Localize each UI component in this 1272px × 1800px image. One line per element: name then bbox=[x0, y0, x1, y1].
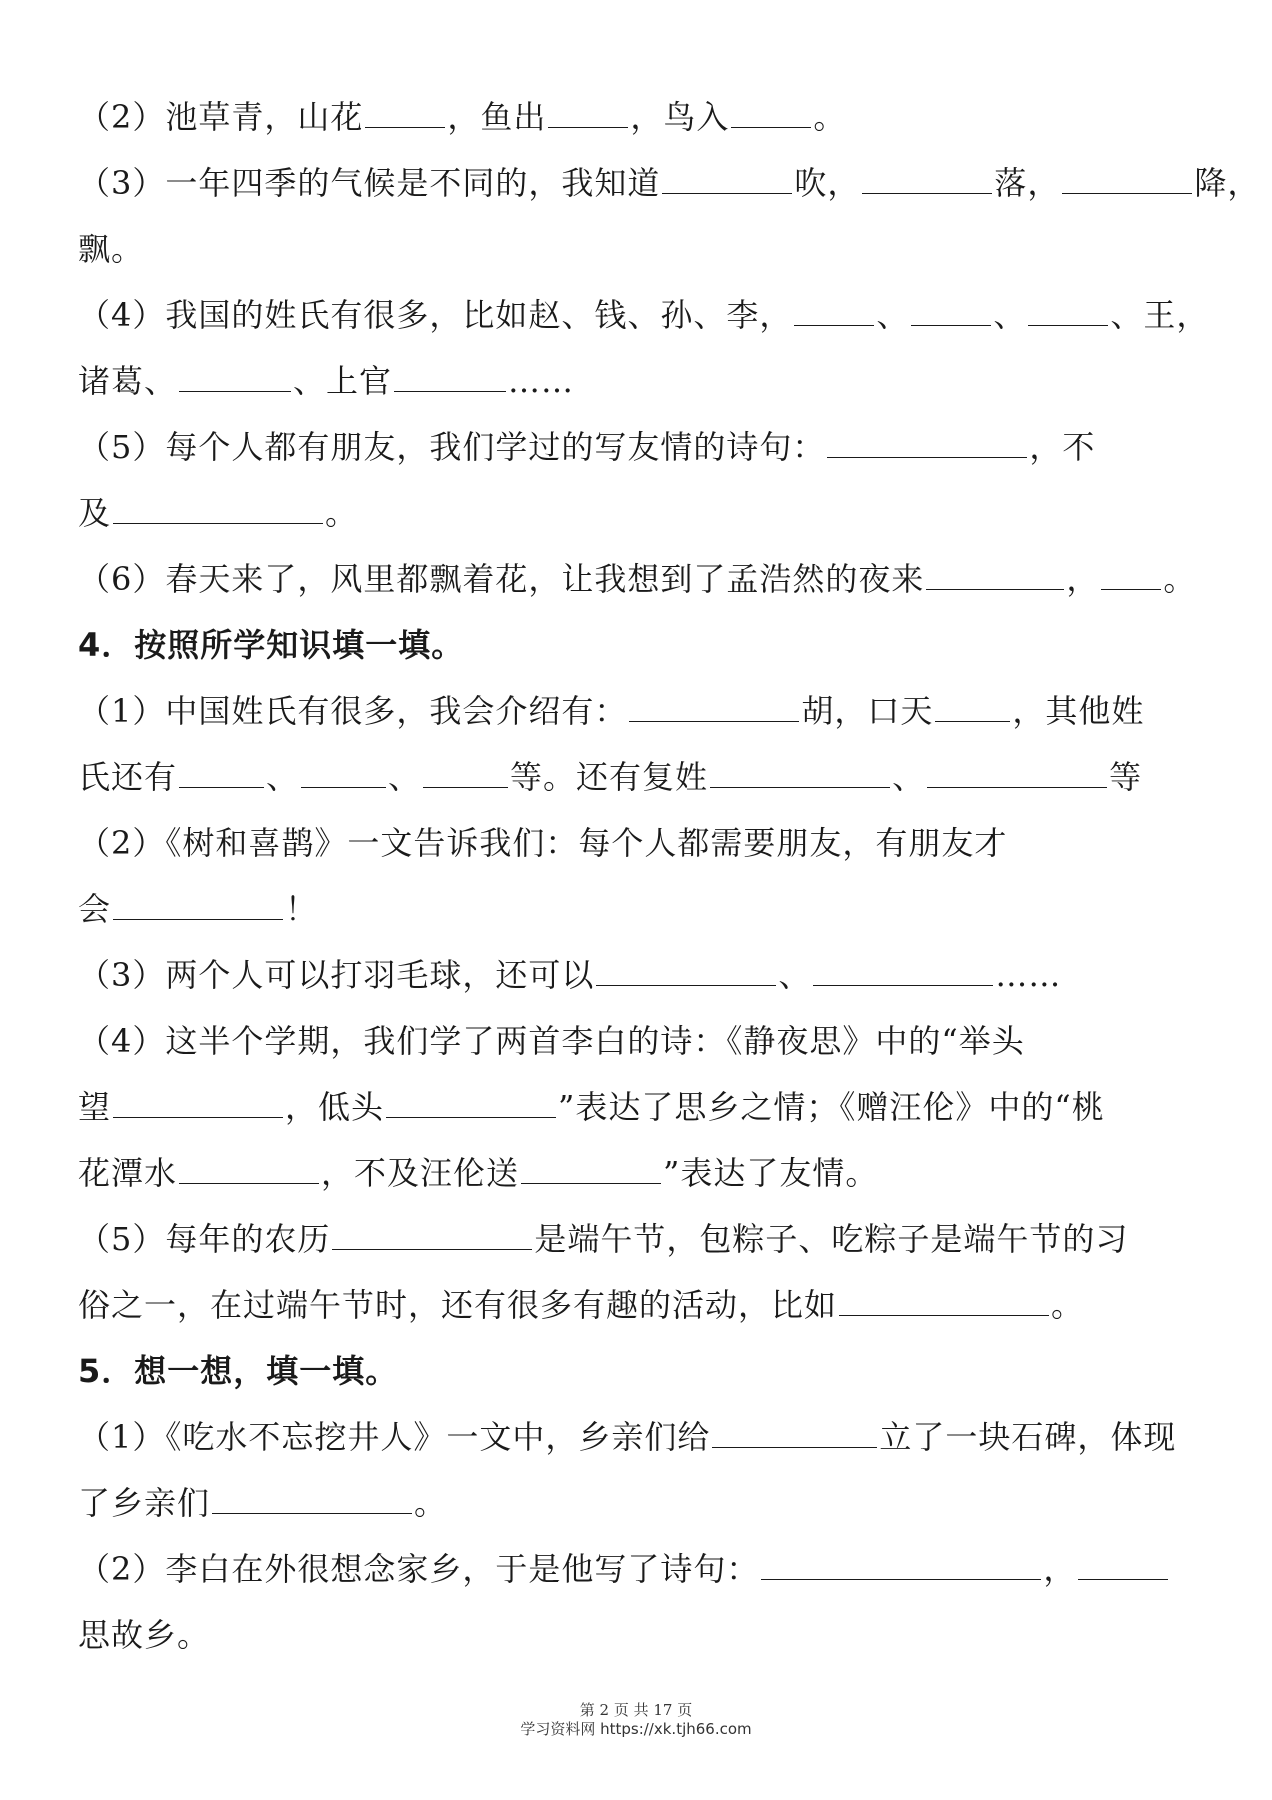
answer-blank[interactable] bbox=[1028, 324, 1108, 326]
q4-item-2-line1 bbox=[78, 810, 1218, 876]
line-text: 俗之一，在过端午节时，还有很多有趣的活动，比如 bbox=[78, 1286, 838, 1324]
q4-item-1-line2 bbox=[78, 744, 1218, 810]
line-text: （4）我国的姓氏有很多，比如赵、钱、孙、李， bbox=[78, 296, 793, 334]
answer-blank[interactable] bbox=[926, 588, 1064, 590]
answer-blank[interactable] bbox=[662, 192, 792, 194]
line-text: 思故乡。 bbox=[78, 1616, 211, 1654]
site-watermark: 学习资料网 https://xk.tjh66.com bbox=[520, 1720, 752, 1738]
line-text: 4．按照所学知识填一填。 bbox=[78, 626, 465, 664]
line-text: （3）两个人可以打羽毛球，还可以 bbox=[78, 956, 595, 994]
line-text: （5）每个人都有朋友，我们学过的写友情的诗句： bbox=[78, 428, 826, 466]
answer-blank[interactable] bbox=[1078, 1578, 1168, 1580]
page-number: 第 2 页 共 17 页 bbox=[579, 1701, 693, 1719]
line-text: ， bbox=[1066, 560, 1100, 598]
line-text: （6）春天来了，风里都飘着花，让我想到了孟浩然的夜来 bbox=[78, 560, 925, 598]
answer-blank[interactable] bbox=[113, 1116, 283, 1118]
answer-blank[interactable] bbox=[731, 126, 811, 128]
q4-item-3 bbox=[78, 942, 1218, 1008]
answer-blank[interactable] bbox=[710, 786, 890, 788]
answer-blank[interactable] bbox=[179, 390, 291, 392]
line-text: 、王， bbox=[1110, 296, 1210, 334]
line-text: 及 bbox=[78, 494, 112, 532]
q5-item-2-line2 bbox=[78, 1602, 1218, 1668]
line-text: 等。还有复姓 bbox=[510, 758, 709, 796]
line-text: ，不及汪伦送 bbox=[321, 1154, 520, 1192]
line-text: 。 bbox=[325, 494, 359, 532]
answer-blank[interactable] bbox=[761, 1578, 1041, 1580]
line-text: 花潭水 bbox=[78, 1154, 178, 1192]
answer-blank[interactable] bbox=[813, 984, 993, 986]
line-text: 。 bbox=[414, 1484, 448, 1522]
q4-item-4-line1 bbox=[78, 1008, 1218, 1074]
worksheet-content bbox=[78, 84, 1261, 1668]
line-text: 。 bbox=[1051, 1286, 1085, 1324]
line-text: 望 bbox=[78, 1088, 112, 1126]
answer-blank[interactable] bbox=[712, 1446, 877, 1448]
line-text: 、 bbox=[266, 758, 300, 796]
answer-blank[interactable] bbox=[927, 786, 1107, 788]
answer-blank[interactable] bbox=[113, 522, 323, 524]
answer-blank[interactable] bbox=[521, 1182, 661, 1184]
answer-blank[interactable] bbox=[113, 918, 283, 920]
answer-blank[interactable] bbox=[1101, 588, 1161, 590]
line-text: （1）中国姓氏有很多，我会介绍有： bbox=[78, 692, 628, 730]
q4-item-5-line1 bbox=[78, 1206, 1218, 1272]
line-text: 、 bbox=[892, 758, 926, 796]
line-text: 、 bbox=[778, 956, 812, 994]
line-text: （2）李白在外很想念家乡，于是他写了诗句： bbox=[78, 1550, 760, 1588]
line-text: （3）一年四季的气候是不同的，我知道 bbox=[78, 164, 661, 202]
line-text: 、上官 bbox=[293, 362, 393, 400]
line-text: （2）池草青，山花 bbox=[78, 98, 364, 136]
q4-item-5-line2 bbox=[78, 1272, 1218, 1338]
line-text: 了乡亲们 bbox=[78, 1484, 211, 1522]
line-text: ， bbox=[1043, 1550, 1077, 1588]
q4-heading bbox=[78, 612, 1218, 678]
q5-item-2-line1 bbox=[78, 1536, 1218, 1602]
q5-heading bbox=[78, 1338, 1218, 1404]
answer-blank[interactable] bbox=[212, 1512, 412, 1514]
answer-blank[interactable] bbox=[386, 1116, 556, 1118]
q4-item-2-line2 bbox=[78, 876, 1218, 942]
answer-blank[interactable] bbox=[179, 786, 264, 788]
line-text: 、 bbox=[876, 296, 910, 334]
line-text: 降， bbox=[1194, 164, 1261, 202]
answer-blank[interactable] bbox=[394, 390, 506, 392]
line-text: （2）《树和喜鹊》一文告诉我们：每个人都需要朋友，有朋友才 bbox=[78, 824, 1008, 862]
q4-item-4-line2 bbox=[78, 1074, 1218, 1140]
answer-blank[interactable] bbox=[332, 1248, 532, 1250]
answer-blank[interactable] bbox=[179, 1182, 319, 1184]
line-text: ，其他姓 bbox=[1012, 692, 1145, 730]
line-text: 。 bbox=[813, 98, 847, 136]
answer-blank[interactable] bbox=[935, 720, 1010, 722]
line-text: 5．想一想，填一填。 bbox=[78, 1352, 399, 1390]
q3-item-5-line2 bbox=[78, 480, 1218, 546]
line-text: 立了一块石碑，体现 bbox=[879, 1418, 1177, 1456]
q4-item-1-line1 bbox=[78, 678, 1218, 744]
q3-item-2 bbox=[78, 84, 1218, 150]
line-text: ”表达了友情。 bbox=[663, 1154, 879, 1192]
line-text: 是端午节，包粽子、吃粽子是端午节的习 bbox=[534, 1220, 1129, 1258]
line-text: ，低头 bbox=[285, 1088, 385, 1126]
q4-item-4-line3 bbox=[78, 1140, 1218, 1206]
answer-blank[interactable] bbox=[629, 720, 799, 722]
line-text: 飘。 bbox=[78, 230, 145, 268]
q3-item-5-line1 bbox=[78, 414, 1218, 480]
line-text: ”表达了思乡之情；《赠汪伦》中的“桃 bbox=[558, 1088, 1105, 1126]
q3-item-6 bbox=[78, 546, 1218, 612]
answer-blank[interactable] bbox=[596, 984, 776, 986]
q5-item-1-line1 bbox=[78, 1404, 1218, 1470]
q3-item-3-line2 bbox=[78, 216, 1218, 282]
answer-blank[interactable] bbox=[911, 324, 991, 326]
answer-blank[interactable] bbox=[862, 192, 992, 194]
line-text: （4）这半个学期，我们学了两首李白的诗：《静夜思》中的“举头 bbox=[78, 1022, 1025, 1060]
answer-blank[interactable] bbox=[839, 1314, 1049, 1316]
line-text: …… bbox=[995, 956, 1062, 994]
answer-blank[interactable] bbox=[794, 324, 874, 326]
line-text: 落， bbox=[994, 164, 1061, 202]
line-text: ，不 bbox=[1029, 428, 1096, 466]
answer-blank[interactable] bbox=[548, 126, 628, 128]
answer-blank[interactable] bbox=[365, 126, 445, 128]
line-text: 诸葛、 bbox=[78, 362, 178, 400]
q3-item-3-line1 bbox=[78, 150, 1261, 216]
answer-blank[interactable] bbox=[1062, 192, 1192, 194]
line-text: ，鱼出 bbox=[447, 98, 547, 136]
line-text: ，鸟入 bbox=[630, 98, 730, 136]
line-text: 、 bbox=[993, 296, 1027, 334]
line-text: （1）《吃水不忘挖井人》一文中，乡亲们给 bbox=[78, 1418, 711, 1456]
line-text: …… bbox=[508, 362, 575, 400]
q3-item-4-line2 bbox=[78, 348, 1218, 414]
answer-blank[interactable] bbox=[301, 786, 386, 788]
line-text: （5）每年的农历 bbox=[78, 1220, 331, 1258]
line-text: 。 bbox=[1163, 560, 1197, 598]
line-text: 胡，口天 bbox=[801, 692, 934, 730]
line-text: 会 bbox=[78, 890, 112, 928]
line-text: 吹， bbox=[794, 164, 861, 202]
q3-item-4-line1 bbox=[78, 282, 1218, 348]
answer-blank[interactable] bbox=[827, 456, 1027, 458]
line-text: 氏还有 bbox=[78, 758, 178, 796]
line-text: 等 bbox=[1109, 758, 1143, 796]
line-text: ！ bbox=[285, 890, 319, 928]
q5-item-1-line2 bbox=[78, 1470, 1218, 1536]
line-text: 、 bbox=[388, 758, 422, 796]
answer-blank[interactable] bbox=[423, 786, 508, 788]
